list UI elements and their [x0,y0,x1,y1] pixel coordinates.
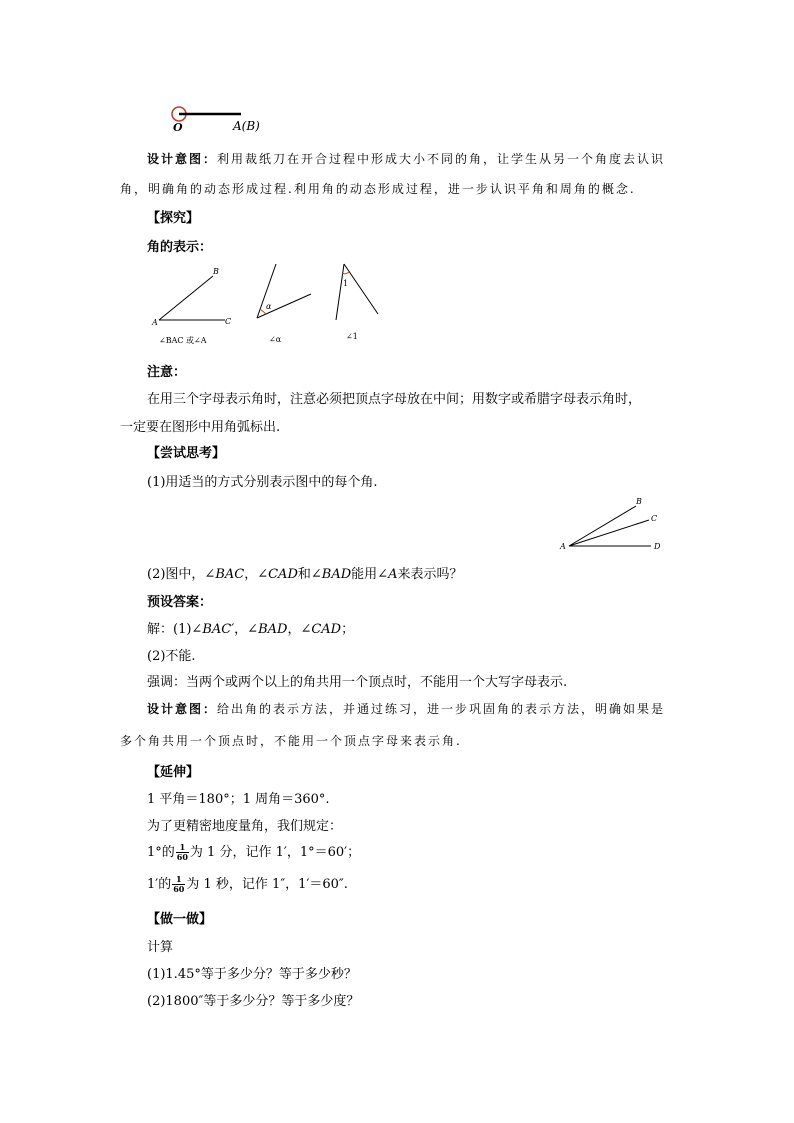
extend-line2: 为了更精密地度量角，我们规定： [147,819,343,834]
explore-heading: 【探究】 [147,211,200,226]
doit-line3: (2)1800″等于多少分？等于多少度？ [147,994,360,1009]
design-intent-1-line1: 设计意图：利用裁纸刀在开合过程中形成大小不同的角，让学生从另一个角度去认识 [147,152,666,166]
label-a: A [560,542,566,551]
angle-notation-figures [145,258,395,350]
doit-heading: 【做一做】 [147,912,213,927]
label-alpha: α [266,302,272,311]
extend-line3: 1°的 $\frac{1}{60}$ 为 1 分，记作 1′，1°＝60′； [147,842,361,862]
label-d: D [654,542,661,551]
fraction-1-60: $\frac{1}{60}$ [176,842,188,862]
design-intent-2-line1: 设计意图：给出角的表示方法，并通过练习，进一步巩固角的表示方法，明确如果是 [147,702,666,716]
design-intent-2-line2: 多个角共用一个顶点时，不能用一个顶点字母来表示角. [120,734,462,748]
label-1: 1 [343,279,349,288]
note-label: 注意： [147,365,187,380]
note-line1: 在用三个字母表示角时，注意必须把顶点字母放在中间；用数字或希腊字母表示角时， [147,392,642,407]
doit-line1: 计算 [147,940,174,955]
note-line2: 一定要在图形中用角弧标出. [120,420,281,435]
design-intent-1-line2: 角，明确角的动态形成过程.利用角的动态形成过程，进一步认识平角和周角的概念. [120,182,636,196]
ray-ac [569,520,649,546]
label-b: B [636,497,642,506]
angle-one-figure [336,264,378,341]
opening-angle-figure [165,100,275,136]
label-a-b: A(B) [233,119,260,133]
label-o: O [173,121,183,134]
extend-line1: 1 平角＝180°；1 周角＝360°. [147,792,330,807]
doit-line2: (1)1.45°等于多少分？等于多少秒？ [147,967,357,982]
answer-line2: (2)不能. [147,649,196,664]
angle-notation-heading: 角的表示： [147,240,213,255]
caption-alpha: ∠α [269,335,282,344]
label-b: B [213,267,219,276]
caption-bac: ∠BAC 或∠A [159,336,207,345]
label-c: C [651,514,658,523]
extend-line4: 1′的 $\frac{1}{60}$ 为 1 秒，记作 1″，1′＝60″. [147,874,348,894]
rays-bcd-figure [555,494,665,554]
ray-ab [569,506,636,546]
try-question-2: (2)图中，∠BAC，∠CAD和∠BAD能用∠A来表示吗？ [147,567,463,582]
label-a: A [152,318,158,327]
answer-line1: 解：(1)∠BAC′，∠BAD，∠CAD； [147,622,355,637]
angle-alpha-figure [257,264,311,344]
angle-bac-figure [151,267,231,345]
answer-label: 预设答案： [147,595,213,610]
fraction-1-60: $\frac{1}{60}$ [173,874,185,894]
label-c: C [225,317,232,326]
try-heading: 【尝试思考】 [147,446,226,461]
caption-one: ∠1 [346,332,358,341]
extend-heading: 【延伸】 [147,765,200,780]
try-question-1: (1)用适当的方式分别表示图中的每个角. [147,475,378,490]
answer-emphasis: 强调：当两个或两个以上的角共用一个顶点时，不能用一个大写字母表示. [147,675,568,690]
